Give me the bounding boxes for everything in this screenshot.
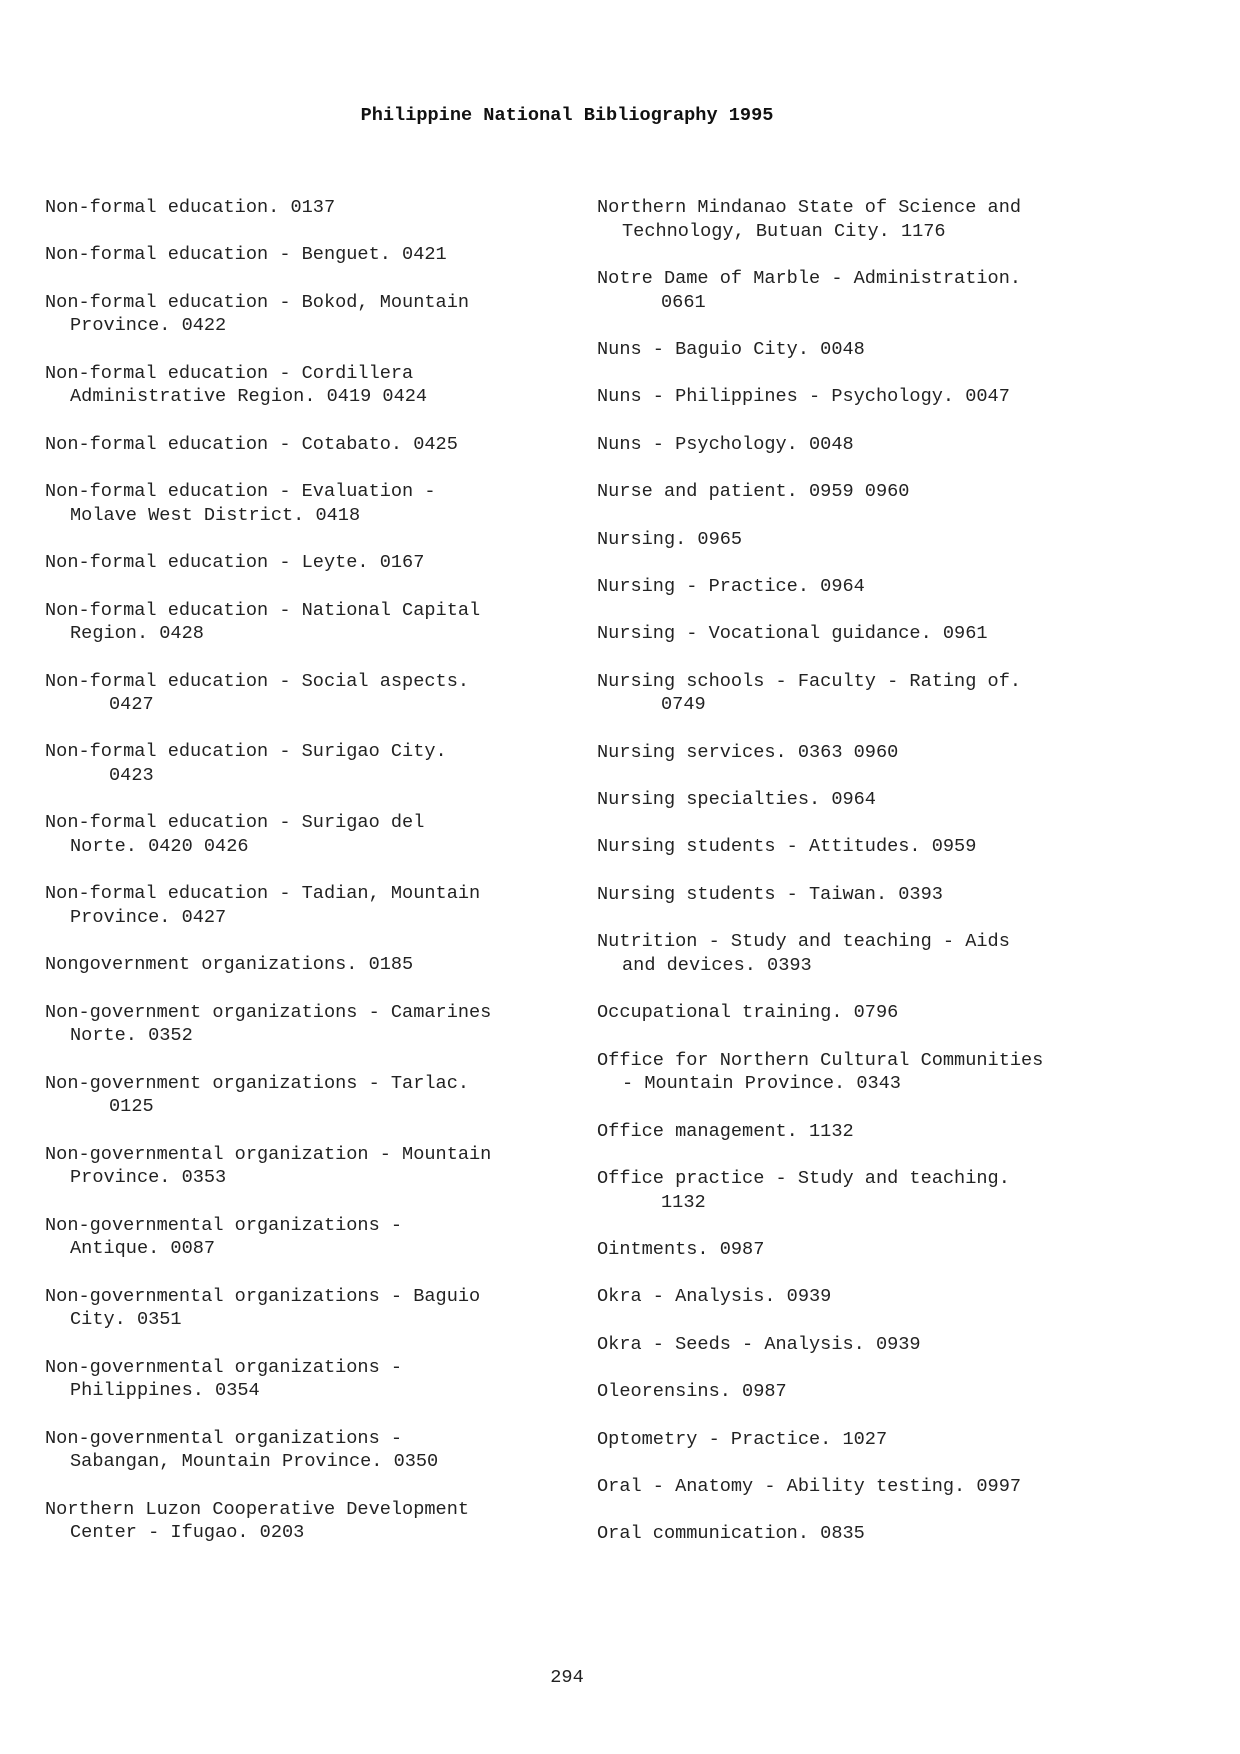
index-entry-heading: Non-formal education - Benguet. 0421	[45, 244, 447, 266]
index-entry-heading: Notre Dame of Marble - Administration.	[597, 267, 1022, 289]
index-entry-heading: Nursing students - Attitudes. 0959	[597, 836, 977, 858]
index-entry	[45, 740, 575, 787]
index-entry-continuation: 0427	[109, 694, 154, 716]
index-entry	[45, 291, 575, 338]
index-entry-heading: Nursing schools - Faculty - Rating of.	[597, 670, 1022, 692]
index-entry-heading: Northern Luzon Cooperative Development	[45, 1498, 470, 1520]
index-entry-heading: Nursing - Practice. 0964	[597, 575, 865, 597]
index-entry-heading: Oleorensins. 0987	[597, 1381, 787, 1403]
index-entry-continuation: Province. 0353	[70, 1167, 227, 1189]
index-entry-heading: Nongovernment organizations. 0185	[45, 954, 414, 976]
index-entry-heading: Nuns - Psychology. 0048	[597, 433, 854, 455]
index-entry	[597, 1238, 1157, 1262]
index-entry-continuation: Province. 0422	[70, 315, 227, 337]
index-entry	[597, 1167, 1157, 1214]
index-entry-continuation: Antique. 0087	[70, 1238, 216, 1260]
index-entry-heading: Non-formal education - Leyte. 0167	[45, 552, 425, 574]
index-entry-heading: Non-formal education - National Capital	[45, 599, 481, 621]
index-entry	[45, 1427, 575, 1474]
index-entry	[45, 1214, 575, 1261]
index-entry	[45, 882, 575, 929]
index-entry-heading: Non-formal education - Cotabato. 0425	[45, 433, 458, 455]
index-entry-heading: Non-government organizations - Tarlac.	[45, 1072, 470, 1094]
index-entry	[45, 599, 575, 646]
index-entry-heading: Okra - Seeds - Analysis. 0939	[597, 1333, 921, 1355]
index-entry	[45, 362, 575, 409]
index-entry	[597, 1285, 1157, 1309]
index-entry	[45, 811, 575, 858]
index-entry-continuation: City. 0351	[70, 1309, 182, 1331]
index-entry-heading: Non-governmental organizations -	[45, 1356, 403, 1378]
index-entry-heading: Nuns - Baguio City. 0048	[597, 338, 865, 360]
index-entry-heading: Non-government organizations - Camarines	[45, 1001, 492, 1023]
index-entry-continuation: Center - Ifugao. 0203	[70, 1522, 305, 1544]
index-entry-heading: Oral communication. 0835	[597, 1523, 865, 1545]
index-entry-heading: Nursing specialties. 0964	[597, 789, 876, 811]
index-entry-continuation: 0749	[661, 694, 706, 716]
index-entry-heading: Non-formal education - Evaluation -	[45, 481, 436, 503]
index-entry	[597, 480, 1157, 504]
index-entry-heading: Non-formal education - Tadian, Mountain	[45, 883, 481, 905]
index-entry-heading: Northern Mindanao State of Science and	[597, 197, 1022, 218]
index-entry	[45, 480, 575, 527]
index-entry-heading: Nursing students - Taiwan. 0393	[597, 883, 943, 905]
index-entry	[45, 433, 575, 457]
index-entry	[597, 788, 1157, 812]
index-entry-heading: Non-formal education - Bokod, Mountain	[45, 291, 470, 313]
index-column-right	[597, 196, 1157, 1570]
index-entry-heading: Nutrition - Study and teaching - Aids	[597, 931, 1010, 953]
index-entry-continuation: Region. 0428	[70, 623, 204, 645]
index-entry-continuation: Province. 0427	[70, 907, 227, 929]
index-entry	[597, 883, 1157, 907]
index-entry-continuation: 1132	[661, 1191, 706, 1213]
index-entry-heading: Office for Northern Cultural Communities	[597, 1049, 1044, 1071]
index-entry-continuation: - Mountain Province. 0343	[622, 1073, 901, 1095]
index-entry-heading: Non-governmental organizations -	[45, 1427, 403, 1449]
page-title: Philippine National Bibliography 1995	[360, 105, 774, 126]
index-entry-continuation: Administrative Region. 0419 0424	[70, 386, 428, 408]
index-entry	[45, 1285, 575, 1332]
index-entry	[45, 1356, 575, 1403]
index-column-left	[45, 196, 575, 1569]
index-entry-continuation: Molave West District. 0418	[70, 504, 361, 526]
index-entry-heading: Non-governmental organization - Mountain	[45, 1143, 492, 1165]
index-entry	[597, 528, 1157, 552]
index-entry-continuation: Technology, Butuan City. 1176	[622, 220, 946, 242]
index-entry-heading: Non-formal education - Social aspects.	[45, 670, 470, 692]
index-entry	[597, 1475, 1157, 1499]
index-entry-heading: Nurse and patient. 0959 0960	[597, 481, 910, 503]
index-entry-heading: Okra - Analysis. 0939	[597, 1286, 832, 1308]
index-entry	[45, 196, 575, 220]
index-entry-heading: Ointments. 0987	[597, 1238, 765, 1260]
index-entry	[45, 1143, 575, 1190]
index-entry	[597, 1380, 1157, 1404]
index-entry	[597, 196, 1157, 243]
index-entry	[45, 1498, 575, 1545]
index-entry	[45, 1072, 575, 1119]
index-entry	[597, 835, 1157, 859]
index-entry-heading: Nuns - Philippines - Psychology. 0047	[597, 386, 1010, 408]
index-entry-heading: Oral - Anatomy - Ability testing. 0997	[597, 1475, 1022, 1497]
index-entry-heading: Non-formal education - Surigao del	[45, 812, 425, 834]
index-entry	[597, 575, 1157, 599]
index-entry	[45, 243, 575, 267]
index-entry	[597, 1001, 1157, 1025]
index-entry	[597, 622, 1157, 646]
index-entry-heading: Nursing services. 0363 0960	[597, 741, 899, 763]
index-entry	[45, 551, 575, 575]
index-entry-heading: Non-formal education - Surigao City.	[45, 741, 447, 763]
index-entry-continuation: 0125	[109, 1096, 154, 1118]
index-entry-heading: Non-formal education - Cordillera	[45, 362, 414, 384]
index-entry	[597, 1522, 1157, 1546]
page-number: 294	[550, 1667, 584, 1688]
index-entry-continuation: Norte. 0352	[70, 1025, 193, 1047]
index-entry	[597, 1333, 1157, 1357]
index-entry-heading: Nursing. 0965	[597, 528, 743, 550]
index-entry-heading: Optometry - Practice. 1027	[597, 1428, 888, 1450]
index-entry	[597, 433, 1157, 457]
index-entry	[597, 338, 1157, 362]
index-entry-heading: Non-governmental organizations -	[45, 1214, 403, 1236]
index-entry-heading: Non-governmental organizations - Baguio	[45, 1285, 481, 1307]
index-entry	[45, 1001, 575, 1048]
index-entry	[597, 385, 1157, 409]
index-entry-continuation: and devices. 0393	[622, 954, 812, 976]
index-entry-heading: Office practice - Study and teaching.	[597, 1168, 1010, 1189]
index-entry-heading: Nursing - Vocational guidance. 0961	[597, 623, 988, 645]
index-entry-heading: Occupational training. 0796	[597, 1002, 899, 1024]
index-entry-continuation: 0661	[661, 291, 706, 313]
index-entry-continuation: Philippines. 0354	[70, 1380, 260, 1402]
index-entry-heading: Non-formal education. 0137	[45, 197, 336, 218]
index-entry	[597, 1428, 1157, 1452]
index-entry-continuation: Sabangan, Mountain Province. 0350	[70, 1451, 439, 1473]
index-entry	[597, 930, 1157, 977]
index-entry	[597, 1049, 1157, 1096]
index-entry-continuation: Norte. 0420 0426	[70, 836, 249, 858]
index-entry	[45, 953, 575, 977]
index-entry	[597, 670, 1157, 717]
index-entry	[597, 1120, 1157, 1144]
index-entry-heading: Office management. 1132	[597, 1120, 854, 1142]
index-entry	[597, 267, 1157, 314]
index-entry	[45, 670, 575, 717]
index-entry-continuation: 0423	[109, 765, 154, 787]
index-entry	[597, 741, 1157, 765]
